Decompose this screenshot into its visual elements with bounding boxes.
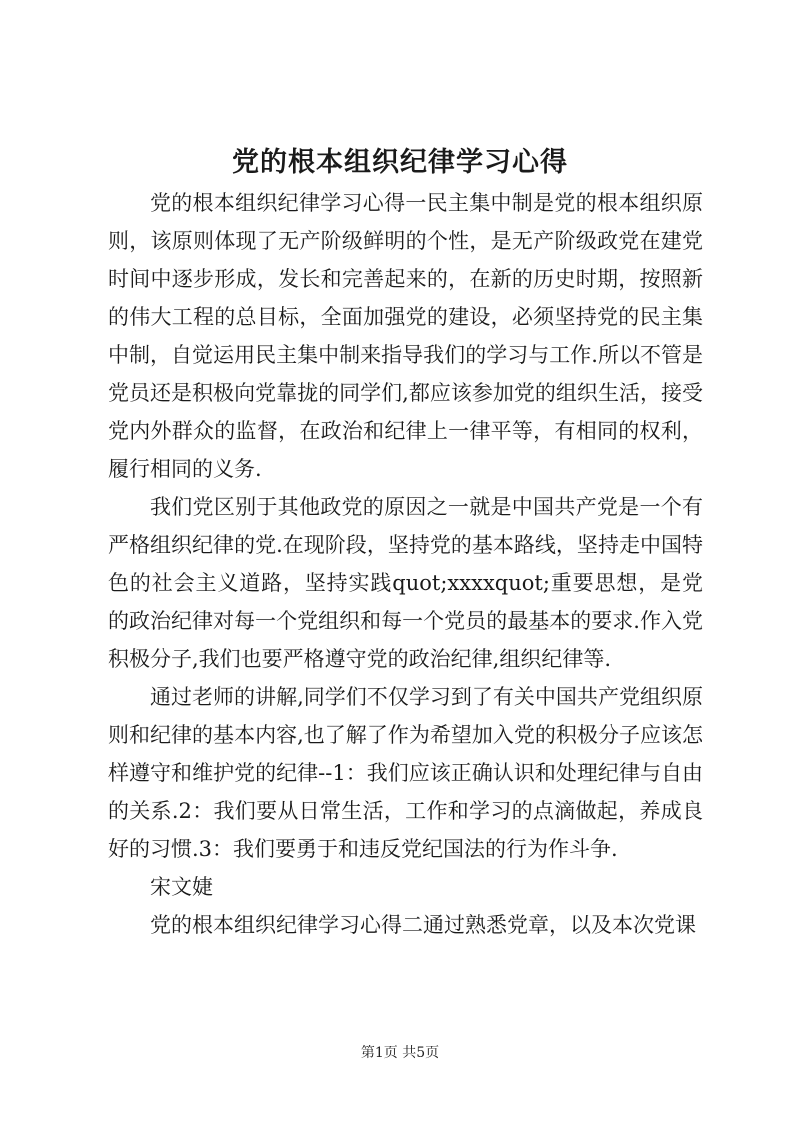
author-signature: 宋文婕: [150, 875, 213, 899]
document-body: [108, 184, 703, 944]
document-title: 党的根本组织纪律学习心得: [232, 147, 568, 178]
paragraph-2: 我们党区别于其他政党的原因之一就是中国共产党是一个有严格组织纪律的党.在现阶段，坚持党的基本路线，坚持走中国特色的社会主义道路，坚持实践quot;xxxxquot;重要思想，是党的政治纪律对每一个党组织和每一个党员的最基本的要求.作入党积极分子,我们也要严格遵守党的政治纪律,组织纪律等.: [108, 495, 703, 671]
paragraph-4: 党的根本组织纪律学习心得二通过熟悉党章，以及本次党课: [150, 913, 696, 937]
paragraph-3: 通过老师的讲解,同学们不仅学习到了有关中国共产党组织原则和纪律的基本内容,也了解了作为希望加入党的积极分子应该怎样遵守和维护党的纪律--1：我们应该正确认识和处理纪律与自由的关系.2：我们要从日常生活，工作和学习的点滴做起，养成良好的习惯.3：我们要勇于和违反党纪国法的行为作斗争.: [108, 685, 703, 861]
paragraph-1: 党的根本组织纪律学习心得一民主集中制是党的根本组织原则，该原则体现了无产阶级鲜明的个性，是无产阶级政党在建党时间中逐步形成，发长和完善起来的，在新的历史时期，按照新的伟大工程的总目标，全面加强党的建设，必须坚持党的民主集中制，自觉运用民主集中制来指导我们的学习与工作.所以不管是党员还是积极向党靠拢的同学们,都应该参加党的组织生活，接受党内外群众的监督，在政治和纪律上一律平等，有相同的权利，履行相同的义务.: [108, 191, 703, 481]
page-footer: 第1页 共5页: [360, 1045, 440, 1061]
